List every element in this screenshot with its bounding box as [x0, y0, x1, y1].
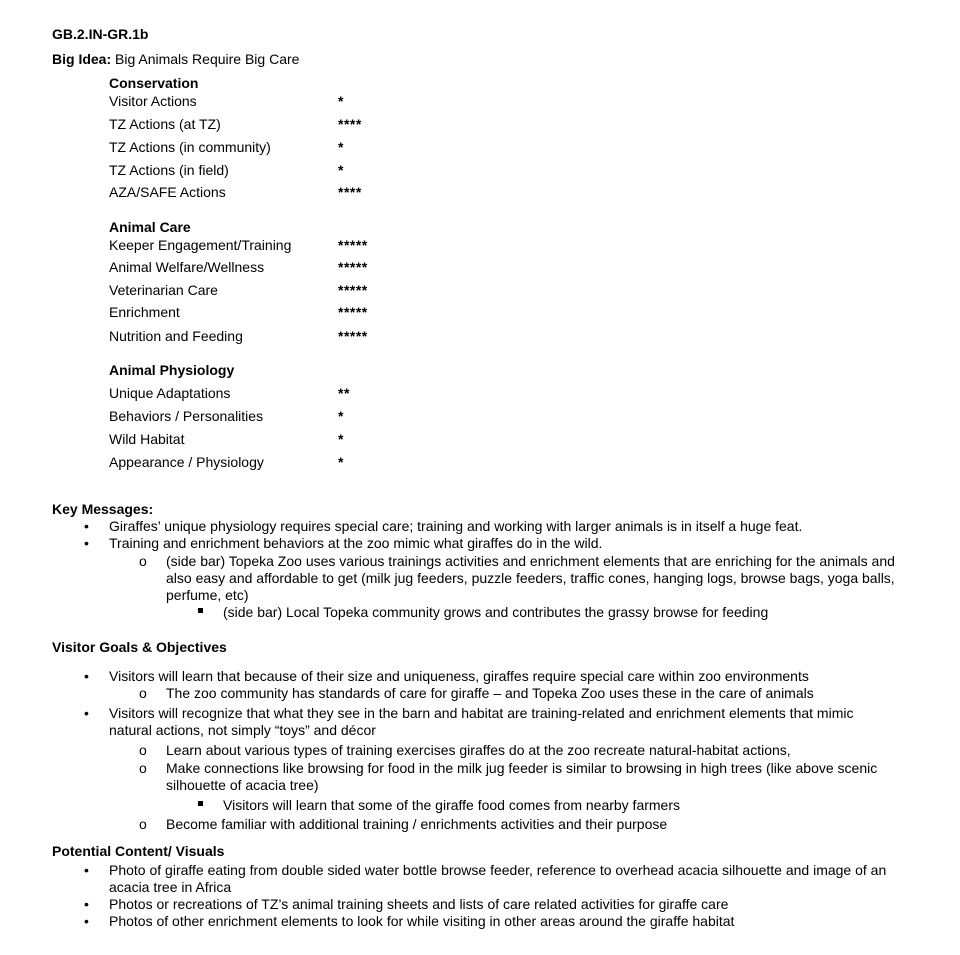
key-message-2-sidebar: (side bar) Topeka Zoo uses various trainings activities and enrichment elements that are enriching for the animals and also easy and affordable to get (milk jug feeders, puzzle feeders, traffic cones, hanging logs, browse bags, yoga balls, perfume, etc) [166, 553, 895, 603]
bullet-dot: • [84, 913, 89, 929]
potential-content-heading: Potential Content/ Visuals [52, 843, 225, 859]
visitor-goals-heading: Visitor Goals & Objectives [52, 639, 227, 655]
rating-stars: ***** [338, 237, 368, 253]
category-title-animal-care: Animal Care [109, 219, 191, 235]
rating-label: Veterinarian Care [109, 282, 218, 298]
rating-label: TZ Actions (at TZ) [109, 116, 221, 132]
square-bullet-icon [198, 608, 203, 613]
rating-label: TZ Actions (in community) [109, 139, 271, 155]
rating-label: Unique Adaptations [109, 385, 231, 401]
rating-stars: ***** [338, 282, 368, 298]
bullet-circle: o [139, 553, 147, 569]
square-bullet-icon [198, 801, 203, 806]
rating-label: Behaviors / Personalities [109, 408, 264, 424]
rating-stars: ***** [338, 328, 368, 344]
potential-content-2: Photos or recreations of TZ’s animal training sheets and lists of care related activities for giraffe care [109, 896, 729, 912]
visitor-goal-2-familiar: Become familiar with additional training / enrichments activities and their purpose [166, 816, 668, 832]
rating-label: Appearance / Physiology [109, 454, 264, 470]
bullet-dot: • [84, 705, 89, 721]
visitor-goal-1: Visitors will learn that because of their size and uniqueness, giraffes require special care within zoo environments [109, 668, 809, 684]
visitor-goal-2-connections: Make connections like browsing for food in the milk jug feeder is similar to browsing in high trees (like above scenic silhouette of acacia tree) [166, 760, 878, 793]
bullet-dot: • [84, 668, 89, 684]
bullet-circle: o [139, 742, 147, 758]
key-message-2-sidebar-community: (side bar) Local Topeka community grows and contributes the grassy browse for feeding [223, 604, 769, 620]
rating-stars: * [338, 408, 344, 424]
big-idea-text: Big Animals Require Big Care [111, 51, 300, 67]
category-title-conservation: Conservation [109, 75, 199, 91]
visitor-goal-2-training: Learn about various types of training exercises giraffes do at the zoo recreate natural-habitat actions, [166, 742, 791, 758]
rating-stars: * [338, 139, 344, 155]
big-idea-label: Big Idea: [52, 51, 112, 67]
category-title-animal-physiology: Animal Physiology [109, 362, 235, 378]
big-idea [52, 51, 299, 68]
key-message-2: Training and enrichment behaviors at the zoo mimic what giraffes do in the wild. [109, 535, 603, 551]
bullet-dot: • [84, 896, 89, 912]
rating-label: Enrichment [109, 304, 180, 320]
rating-label: Nutrition and Feeding [109, 328, 243, 344]
potential-content-3: Photos of other enrichment elements to look for while visiting in other areas around the giraffe habitat [109, 913, 735, 929]
rating-stars: **** [338, 116, 362, 132]
rating-stars: * [338, 431, 344, 447]
visitor-goal-1-standards: The zoo community has standards of care for giraffe – and Topeka Zoo uses these in the care of animals [166, 685, 814, 701]
bullet-dot: • [84, 535, 89, 551]
rating-stars: ** [338, 385, 350, 401]
bullet-dot: • [84, 862, 89, 878]
rating-stars: ***** [338, 259, 368, 275]
bullet-dot: • [84, 518, 89, 534]
rating-stars: * [338, 93, 344, 109]
visitor-goal-2-farmers: Visitors will learn that some of the giraffe food comes from nearby farmers [223, 797, 681, 813]
rating-stars: * [338, 162, 344, 178]
key-message-1: Giraffes’ unique physiology requires special care; training and working with larger animals is in itself a huge feat. [109, 518, 803, 534]
rating-label: Wild Habitat [109, 431, 185, 447]
rating-label: AZA/SAFE Actions [109, 184, 226, 200]
rating-stars: * [338, 454, 344, 470]
rating-label: Visitor Actions [109, 93, 197, 109]
key-messages-heading: Key Messages: [52, 501, 154, 517]
potential-content-1: Photo of giraffe eating from double sided water bottle browse feeder, reference to overhead acacia silhouette and image of an acacia tree in Africa [109, 862, 887, 895]
bullet-circle: o [139, 685, 147, 701]
bullet-circle: o [139, 816, 147, 832]
document-code: GB.2.IN-GR.1b [52, 26, 149, 42]
rating-stars: **** [338, 184, 362, 200]
rating-stars: ***** [338, 304, 368, 320]
visitor-goal-2: Visitors will recognize that what they see in the barn and habitat are training-related and enrichment elements that mimic natural actions, not simply “toys” and décor [109, 705, 854, 738]
bullet-circle: o [139, 760, 147, 776]
rating-label: TZ Actions (in field) [109, 162, 229, 178]
rating-label: Animal Welfare/Wellness [109, 259, 265, 275]
rating-label: Keeper Engagement/Training [109, 237, 292, 253]
